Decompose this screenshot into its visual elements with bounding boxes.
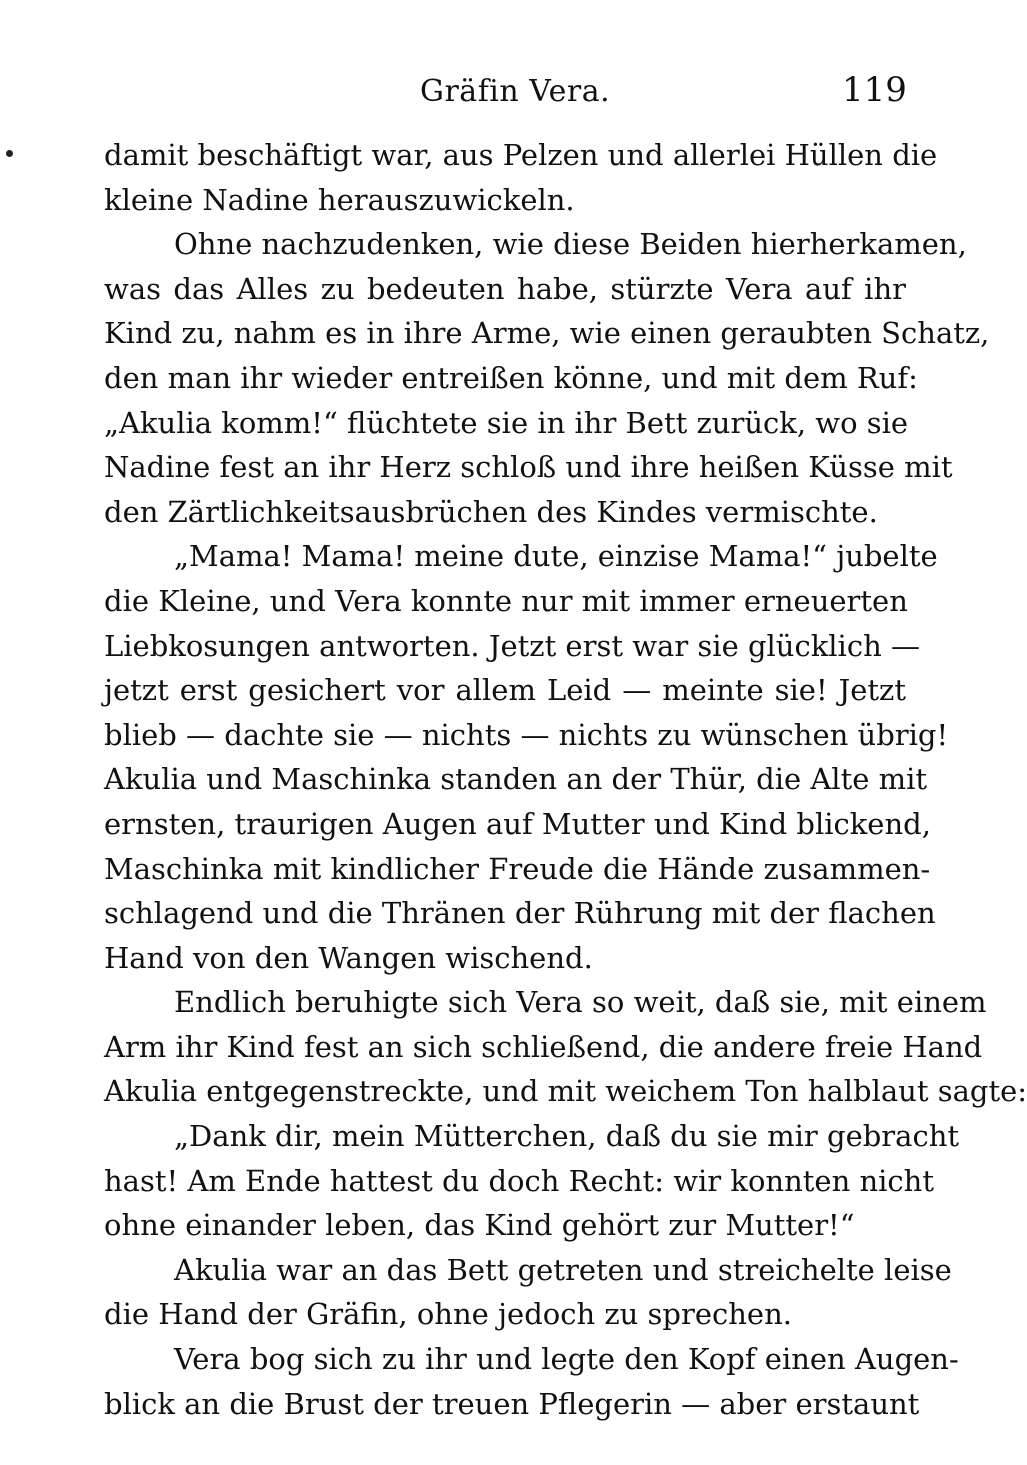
text-line: Vera bog sich zu ihr und legte den Kopf einen Augen-: [174, 1342, 959, 1377]
text-line: Akulia und Maschinka standen an der Thür, die Alte mit: [104, 762, 928, 797]
text-line: hast! Am Ende hattest du doch Recht: wir konnten nicht: [104, 1163, 934, 1198]
text-line: jetzt erst gesichert vor allem Leid — meinte sie! Jetzt: [104, 673, 906, 708]
text-line: kleine Nadine herauszuwickeln.: [104, 182, 575, 217]
text-line: „Akulia komm!“ flüchtete sie in ihr Bett zurück, wo sie: [104, 405, 909, 440]
text-line: ernsten, traurigen Augen auf Mutter und Kind blickend,: [104, 806, 931, 841]
text-line: Kind zu, nahm es in ihre Arme, wie einen geraubten Schatz,: [104, 316, 990, 351]
text-line: schlagend und die Thränen der Rührung mit der flachen: [104, 896, 936, 931]
text-line: Arm ihr Kind fest an sich schließend, die andere freie Hand: [104, 1029, 983, 1064]
page-number: 119: [842, 70, 907, 110]
text-line: den Zärtlichkeitsausbrüchen des Kindes vermischte.: [104, 494, 878, 529]
text-line: die Kleine, und Vera konnte nur mit immer erneuerten: [104, 583, 908, 618]
text-line: „Dank dir, mein Mütterchen, daß du sie mir gebracht: [174, 1119, 960, 1154]
text-line: damit beschäftigt war, aus Pelzen und allerlei Hüllen die: [104, 138, 938, 172]
margin-mark: [6, 150, 13, 157]
text-line: Hand von den Wangen wischend.: [104, 940, 593, 975]
text-line: blieb — dachte sie — nichts — nichts zu wünschen übrig!: [104, 717, 949, 752]
text-line: ohne einander leben, das Kind gehört zur Mutter!“: [104, 1208, 855, 1243]
text-line: die Hand der Gräfin, ohne jedoch zu sprechen.: [104, 1297, 792, 1332]
text-line: „Mama! Mama! meine dute, einzise Mama!“ jubelte: [174, 539, 938, 574]
running-title: Gräfin Vera.: [420, 74, 611, 109]
text-line: blick an die Brust der treuen Pflegerin — aber erstaunt: [104, 1386, 920, 1421]
text-line: Akulia entgegenstreckte, und mit weichem Ton halblaut sagte:: [104, 1074, 1027, 1109]
text-line: Nadine fest an ihr Herz schloß und ihre heißen Küsse mit: [104, 450, 953, 485]
text-line: Akulia war an das Bett getreten und streichelte leise: [174, 1252, 952, 1287]
text-line: was das Alles zu bedeuten habe, stürzte Vera auf ihr: [104, 271, 906, 306]
text-line: Liebkosungen antworten. Jetzt erst war sie glücklich —: [104, 628, 920, 663]
text-line: Endlich beruhigte sich Vera so weit, daß sie, mit einem: [174, 985, 987, 1020]
body-text: [104, 133, 1027, 1426]
text-line: den man ihr wieder entreißen könne, und mit dem Ruf:: [104, 360, 918, 395]
text-line: Ohne nachzudenken, wie diese Beiden hierherkamen,: [174, 227, 967, 262]
text-line: Maschinka mit kindlicher Freude die Hände zusammen-: [104, 851, 931, 886]
